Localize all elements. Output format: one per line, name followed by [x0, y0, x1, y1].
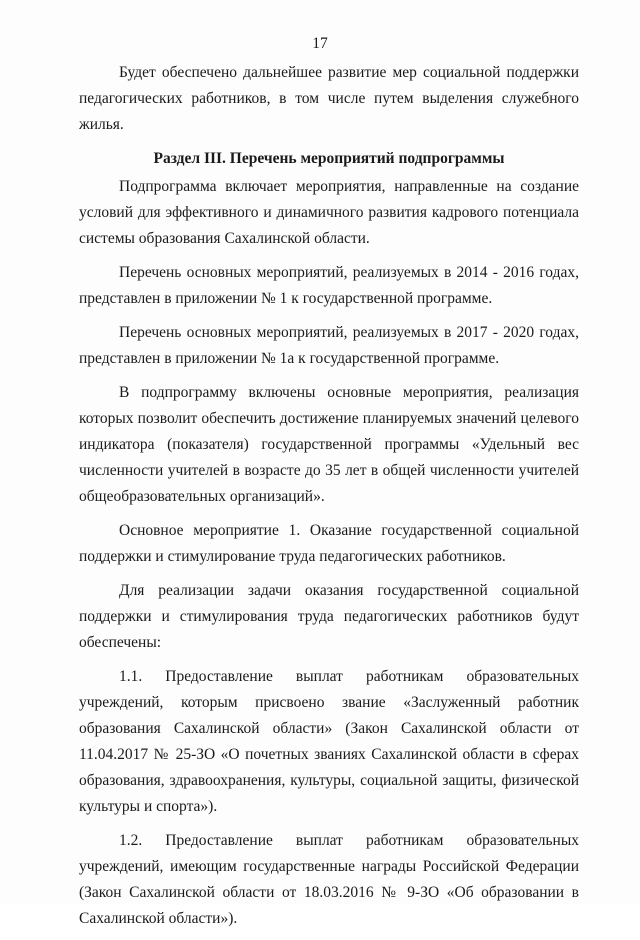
paragraph-main-activities: В подпрограмму включены основные мероприятия, реализация которых позволит обеспечить достижение планируемых значений целевого индикатора (показателя) государственной программы «Удельный вес численности учителей в возрасте до 35 лет в общей численности учителей общеобразовательных организаций».: [79, 384, 579, 505]
paragraph-subprogram-description: Подпрограмма включает мероприятия, направленные на создание условий для эффективного и динамичного развития кадрового потенциала системы образования Сахалинской области.: [79, 178, 579, 247]
paragraph-item-1-1: 1.1. Предоставление выплат работникам образовательных учреждений, которым присвоено звание «Заслуженный работник образования Сахалинской области» (Закон Сахалинской области от 11.04.2017 № 25-ЗО «О почетных званиях Сахалинской области в сферах образования, здравоохранения, культуры, социальной защиты, физической культуры и спорта»).: [79, 668, 579, 815]
paragraph-item-1-2: 1.2. Предоставление выплат работникам образовательных учреждений, имеющим государственные награды Российской Федерации (Закон Сахалинской области от 18.03.2016 № 9-ЗО «Об образовании в Сахалинской области»).: [79, 832, 579, 927]
paragraph-task-support: Для реализации задачи оказания государственной социальной поддержки и стимулирования труда педагогических работников будут обеспечены:: [79, 582, 579, 651]
section-heading: Раздел III. Перечень мероприятий подпрограммы: [153, 150, 505, 167]
paragraph-list-2014-2016: Перечень основных мероприятий, реализуемых в 2014 - 2016 годах, представлен в приложении № 1 к государственной программе.: [79, 264, 579, 307]
intro-paragraph: Будет обеспечено дальнейшее развитие мер социальной поддержки педагогических работников, в том числе путем выделения служебного жилья.: [79, 64, 579, 133]
paragraph-list-2017-2020: Перечень основных мероприятий, реализуемых в 2017 - 2020 годах, представлен в приложении № 1а к государственной программе.: [79, 324, 579, 367]
document-body: [79, 60, 579, 940]
page-number: 17: [312, 35, 328, 52]
paragraph-activity-1: Основное мероприятие 1. Оказание государственной социальной поддержки и стимулирование труда педагогических работников.: [79, 522, 579, 565]
